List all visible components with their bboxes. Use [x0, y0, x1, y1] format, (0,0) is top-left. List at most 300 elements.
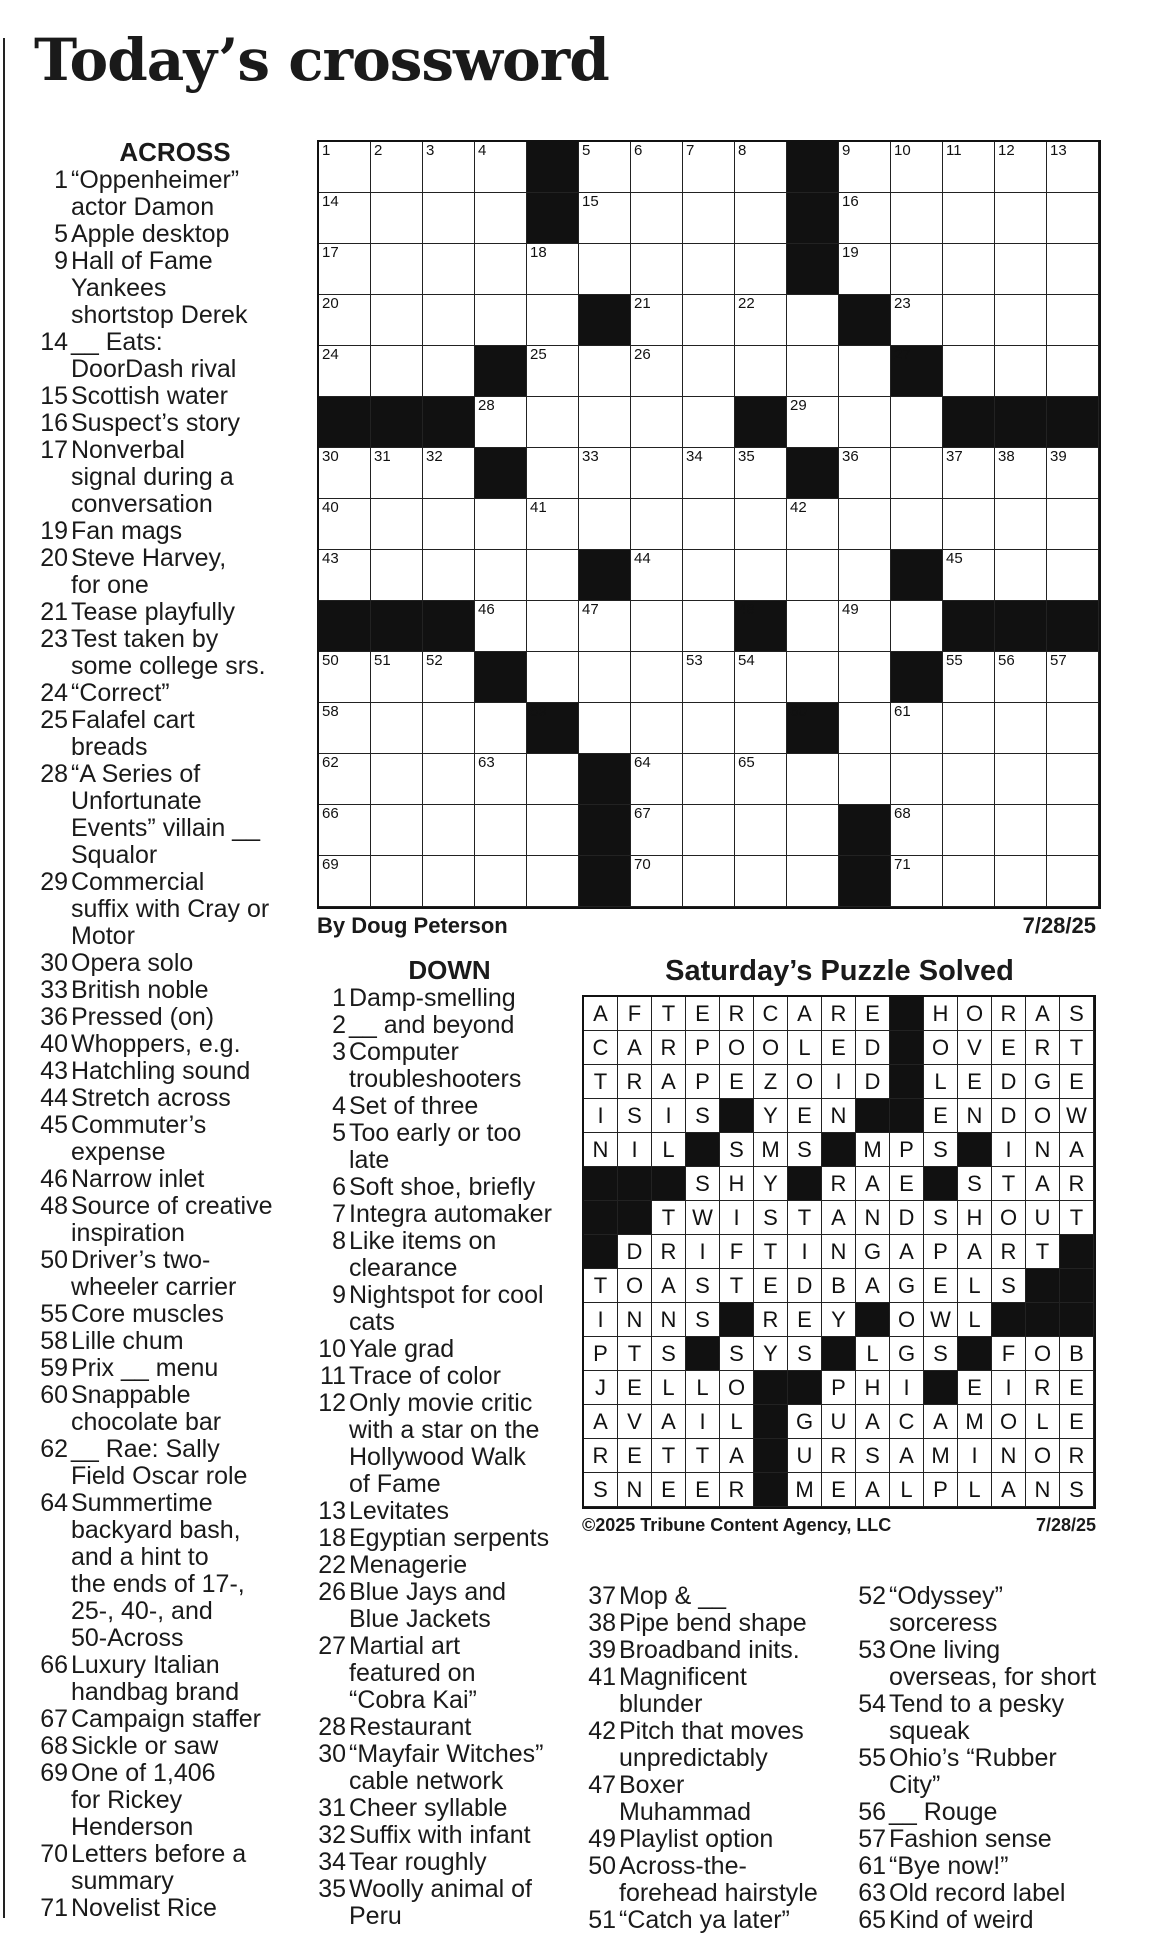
clue-number: 65	[858, 1906, 886, 1934]
solution-cell: R	[1060, 1439, 1094, 1473]
grid-cell	[683, 805, 735, 856]
solution-cell: F	[618, 997, 652, 1031]
clue-number: 6	[332, 1173, 346, 1201]
clue-text: Test taken by	[71, 625, 219, 653]
clue-text: Levitates	[349, 1497, 450, 1525]
clue-text: Campaign staffer	[71, 1705, 261, 1733]
grid-cell	[995, 142, 1047, 193]
grid-cell	[839, 652, 891, 703]
grid-cell	[319, 244, 371, 295]
clue-down-32	[312, 1822, 567, 1849]
grid-cell	[943, 754, 995, 805]
grid-cell	[839, 346, 891, 397]
grid-cell	[1047, 142, 1099, 193]
cell-number: 42	[790, 499, 807, 516]
clue-across-58	[34, 1328, 316, 1355]
grid-cell	[943, 295, 995, 346]
grid-cell	[631, 193, 683, 244]
grid-cell	[319, 805, 371, 856]
clue-across-24	[34, 680, 316, 707]
clue-down2-42	[582, 1718, 850, 1772]
cell-number: 31	[374, 448, 391, 465]
clue-text: Source of creative	[71, 1192, 273, 1220]
solution-cell: N	[822, 1099, 856, 1133]
solution-cell: C	[754, 997, 788, 1031]
clue-text: Whoppers, e.g.	[71, 1030, 241, 1058]
solution-cell: A	[1026, 1167, 1060, 1201]
left-rule	[3, 38, 5, 1918]
clue-down-22	[312, 1552, 567, 1579]
grid-cell	[735, 346, 787, 397]
cell-number: 54	[738, 652, 755, 669]
clue-number: 23	[40, 625, 68, 653]
clue-down-34	[312, 1849, 567, 1876]
solution-cell: R	[992, 1235, 1026, 1269]
cell-number: 66	[322, 805, 339, 822]
solution-cell: A	[958, 1235, 992, 1269]
solution-cell: B	[822, 1269, 856, 1303]
black-square	[787, 244, 839, 295]
clue-text: Field Oscar role	[71, 1462, 248, 1490]
grid-cell	[735, 703, 787, 754]
clue-text: Luxury Italian	[71, 1651, 220, 1679]
grid-cell	[943, 193, 995, 244]
solution-grid	[582, 995, 1096, 1509]
solution-cell: R	[822, 1439, 856, 1473]
grid-cell	[371, 856, 423, 907]
clue-text: of Fame	[349, 1470, 441, 1498]
cell-number: 43	[322, 550, 339, 567]
grid-cell	[631, 652, 683, 703]
clue-down-5	[312, 1120, 567, 1174]
clue-text: __ Eats:	[71, 328, 163, 356]
clue-text: __ Rae: Sally	[71, 1435, 220, 1463]
clue-text: for one	[71, 571, 149, 599]
clue-number: 64	[40, 1489, 68, 1517]
down-clues	[312, 955, 567, 1930]
clue-text: Integra automaker	[349, 1200, 552, 1228]
grid-cell	[319, 448, 371, 499]
solution-cell: A	[652, 1269, 686, 1303]
solution-cell: L	[1026, 1405, 1060, 1439]
grid-cell	[787, 601, 839, 652]
clue-text: cable network	[349, 1767, 504, 1795]
grid-cell	[527, 397, 579, 448]
solution-cell: R	[1026, 1371, 1060, 1405]
solution-cell: A	[890, 1439, 924, 1473]
cell-number: 70	[634, 856, 651, 873]
clue-number: 55	[858, 1744, 886, 1772]
solution-cell: E	[618, 1439, 652, 1473]
clue-text: Computer	[349, 1038, 459, 1066]
solution-cell: H	[958, 1201, 992, 1235]
grid-cell	[1047, 244, 1099, 295]
clue-number: 22	[318, 1551, 346, 1579]
cell-number: 57	[1050, 652, 1067, 669]
clue-number: 63	[858, 1879, 886, 1907]
clue-down3-52	[852, 1583, 1152, 1637]
black-square	[319, 601, 371, 652]
black-square	[527, 193, 579, 244]
grid-cell	[475, 295, 527, 346]
grid-cell	[319, 550, 371, 601]
solution-black-square	[584, 1167, 618, 1201]
clue-number: 67	[40, 1705, 68, 1733]
grid-cell	[891, 448, 943, 499]
clue-number: 42	[588, 1717, 616, 1745]
clue-text: for Rickey	[71, 1786, 183, 1814]
solution-date: 7/28/25	[1035, 1515, 1096, 1535]
clue-number: 17	[40, 436, 68, 464]
grid-cell	[319, 295, 371, 346]
grid-cell	[579, 346, 631, 397]
solution-cell: A	[652, 1405, 686, 1439]
cell-number: 67	[634, 805, 651, 822]
clue-across-30	[34, 950, 316, 977]
clue-text: featured on	[349, 1659, 476, 1687]
clue-number: 47	[588, 1771, 616, 1799]
solution-cell: D	[890, 1201, 924, 1235]
clue-across-69	[34, 1760, 316, 1841]
solution-black-square	[890, 1031, 924, 1065]
solution-cell: R	[584, 1439, 618, 1473]
clue-text: Hall of Fame	[71, 247, 213, 275]
grid-cell	[839, 601, 891, 652]
clue-text: __ Rouge	[889, 1798, 998, 1826]
clue-text: overseas, for short	[889, 1663, 1097, 1691]
clue-text: troubleshooters	[349, 1065, 522, 1093]
solution-cell: M	[958, 1405, 992, 1439]
grid-cell	[735, 856, 787, 907]
solution-cell: E	[686, 1473, 720, 1507]
solution-cell: E	[652, 1473, 686, 1507]
cell-number: 30	[322, 448, 339, 465]
clue-across-45	[34, 1112, 316, 1166]
solution-cell: T	[652, 1439, 686, 1473]
black-square	[579, 856, 631, 907]
grid-cell	[943, 499, 995, 550]
clue-down2-50	[582, 1853, 850, 1907]
solution-cell: D	[856, 1031, 890, 1065]
grid-cell	[319, 499, 371, 550]
clue-text: Only movie critic	[349, 1389, 533, 1417]
clue-text: Boxer	[619, 1771, 685, 1799]
clue-text: Damp-smelling	[349, 984, 516, 1012]
grid-cell	[943, 142, 995, 193]
grid-cell	[423, 805, 475, 856]
solution-cell: A	[1026, 997, 1060, 1031]
solution-black-square	[618, 1167, 652, 1201]
cell-number: 11	[946, 142, 962, 159]
grid-cell	[475, 805, 527, 856]
grid-cell	[787, 856, 839, 907]
solution-cell: N	[618, 1473, 652, 1507]
grid-cell	[683, 499, 735, 550]
solution-cell: O	[992, 1201, 1026, 1235]
solution-cell: T	[754, 1235, 788, 1269]
clue-across-66	[34, 1652, 316, 1706]
cell-number: 48	[738, 601, 755, 618]
grid-cell	[683, 448, 735, 499]
clue-text: Kind of weird	[889, 1906, 1034, 1934]
clue-text: Yankees	[71, 274, 167, 302]
black-square	[319, 397, 371, 448]
cell-number: 25	[530, 346, 547, 363]
solution-cell: L	[652, 1371, 686, 1405]
clue-text: Commuter’s	[71, 1111, 207, 1139]
cell-number: 34	[686, 448, 703, 465]
clue-down-10	[312, 1336, 567, 1363]
grid-cell	[371, 346, 423, 397]
grid-cell	[527, 856, 579, 907]
grid-cell	[787, 754, 839, 805]
solution-cell: L	[958, 1269, 992, 1303]
grid-cell	[943, 805, 995, 856]
solution-black-square	[788, 1371, 822, 1405]
solution-cell: T	[686, 1439, 720, 1473]
grid-cell	[683, 856, 735, 907]
black-square	[839, 295, 891, 346]
clue-text: Falafel cart	[71, 706, 195, 734]
clue-text: “Odyssey”	[889, 1582, 1003, 1610]
clue-across-5	[34, 221, 316, 248]
grid-cell	[423, 550, 475, 601]
clue-number: 7	[332, 1200, 346, 1228]
cell-number: 58	[322, 703, 339, 720]
solution-cell: E	[958, 1371, 992, 1405]
solution-cell: N	[652, 1303, 686, 1337]
grid-cell	[683, 295, 735, 346]
grid-cell	[475, 499, 527, 550]
clue-number: 5	[54, 220, 68, 248]
grid-cell	[371, 448, 423, 499]
grid-cell	[371, 244, 423, 295]
solution-black-square	[788, 1167, 822, 1201]
cell-number: 71	[894, 856, 911, 873]
clue-text: “Correct”	[71, 679, 170, 707]
solution-cell: M	[856, 1133, 890, 1167]
grid-cell	[891, 142, 943, 193]
grid-cell	[735, 142, 787, 193]
solution-cell: S	[652, 1337, 686, 1371]
solution-cell: I	[686, 1235, 720, 1269]
clue-number: 70	[40, 1840, 68, 1868]
clue-text: Events” villain __	[71, 814, 260, 842]
clue-text: sorceress	[889, 1609, 998, 1637]
grid-cell	[475, 142, 527, 193]
clue-text: Soft shoe, briefly	[349, 1173, 536, 1201]
clue-text: Scottish water	[71, 382, 229, 410]
cell-number: 2	[374, 142, 383, 159]
solution-cell: V	[958, 1031, 992, 1065]
black-square	[735, 397, 787, 448]
clue-number: 55	[40, 1300, 68, 1328]
clue-text: __ and beyond	[349, 1011, 515, 1039]
clue-number: 50	[40, 1246, 68, 1274]
clue-number: 58	[40, 1327, 68, 1355]
solution-cell: R	[754, 1303, 788, 1337]
clue-text: DoorDash rival	[71, 355, 237, 383]
solution-black-square	[822, 1133, 856, 1167]
solution-black-square	[890, 997, 924, 1031]
grid-cell	[683, 346, 735, 397]
cell-number: 5	[582, 142, 591, 159]
grid-cell	[423, 703, 475, 754]
black-square	[995, 601, 1047, 652]
black-square	[579, 805, 631, 856]
grid-cell	[319, 652, 371, 703]
clue-number: 9	[54, 247, 68, 275]
grid-cell	[319, 193, 371, 244]
cell-number: 28	[478, 397, 495, 414]
black-square	[423, 601, 475, 652]
grid-cell	[319, 703, 371, 754]
solution-cell: S	[720, 1337, 754, 1371]
black-square	[579, 754, 631, 805]
across-clues	[34, 137, 316, 1922]
solution-cell: S	[754, 1201, 788, 1235]
solution-cell: E	[788, 1099, 822, 1133]
black-square	[891, 652, 943, 703]
clue-number: 60	[40, 1381, 68, 1409]
clue-text: some college srs.	[71, 652, 266, 680]
solution-black-square	[584, 1201, 618, 1235]
grid-cell	[371, 550, 423, 601]
grid-cell	[475, 550, 527, 601]
grid-cell	[631, 601, 683, 652]
solution-cell: T	[584, 1065, 618, 1099]
grid-cell	[735, 499, 787, 550]
grid-cell	[423, 754, 475, 805]
clue-text: signal during a	[71, 463, 234, 491]
grid-cell	[631, 397, 683, 448]
cell-number: 59	[530, 703, 547, 720]
solution-black-square	[890, 1099, 924, 1133]
grid-cell	[371, 142, 423, 193]
grid-cell	[995, 499, 1047, 550]
clue-text: 50-Across	[71, 1624, 184, 1652]
solution-cell: A	[924, 1405, 958, 1439]
clue-text: forehead hairstyle	[619, 1879, 818, 1907]
grid-cell	[371, 652, 423, 703]
solution-black-square	[1060, 1303, 1094, 1337]
grid-cell	[1047, 346, 1099, 397]
clue-number: 68	[40, 1732, 68, 1760]
clue-number: 24	[40, 679, 68, 707]
grid-cell	[683, 142, 735, 193]
clue-down3-65	[852, 1907, 1152, 1934]
solution-cell: A	[720, 1439, 754, 1473]
grid-cell	[839, 397, 891, 448]
clue-number: 52	[858, 1582, 886, 1610]
grid-cell	[631, 499, 683, 550]
clue-text: British noble	[71, 976, 209, 1004]
clue-across-40	[34, 1031, 316, 1058]
grid-cell	[423, 499, 475, 550]
solution-cell: E	[754, 1269, 788, 1303]
solution-cell: E	[924, 1099, 958, 1133]
grid-cell	[1047, 193, 1099, 244]
cell-number: 19	[842, 244, 859, 261]
clue-text: Sickle or saw	[71, 1732, 219, 1760]
grid-cell	[475, 244, 527, 295]
grid-cell	[683, 193, 735, 244]
grid-cell	[527, 601, 579, 652]
cell-number: 35	[738, 448, 755, 465]
clue-number: 41	[588, 1663, 616, 1691]
clue-down-3	[312, 1039, 567, 1093]
cell-number: 39	[1050, 448, 1067, 465]
clue-down3-55	[852, 1745, 1152, 1799]
solution-cell: O	[958, 997, 992, 1031]
clue-number: 28	[318, 1713, 346, 1741]
solution-cell: G	[1026, 1065, 1060, 1099]
solution-cell: A	[1060, 1133, 1094, 1167]
clue-text: Like items on	[349, 1227, 497, 1255]
black-square	[787, 448, 839, 499]
grid-cell	[735, 448, 787, 499]
grid-cell	[683, 652, 735, 703]
cell-number: 32	[426, 448, 443, 465]
grid-cell	[683, 550, 735, 601]
clue-text: Lille chum	[71, 1327, 184, 1355]
solution-cell: S	[856, 1439, 890, 1473]
clue-number: 13	[318, 1497, 346, 1525]
clue-down-27	[312, 1633, 567, 1714]
cell-number: 7	[686, 142, 695, 159]
solution-cell: T	[992, 1167, 1026, 1201]
grid-cell	[579, 601, 631, 652]
solution-cell: Z	[754, 1065, 788, 1099]
clue-number: 29	[40, 868, 68, 896]
clue-text: Egyptian serpents	[349, 1524, 550, 1552]
clue-across-70	[34, 1841, 316, 1895]
grid-cell	[1047, 805, 1099, 856]
solution-black-square	[822, 1337, 856, 1371]
cell-number: 65	[738, 754, 755, 771]
solution-cell: A	[856, 1405, 890, 1439]
grid-cell	[787, 499, 839, 550]
solution-cell: E	[890, 1167, 924, 1201]
solution-cell: I	[822, 1065, 856, 1099]
cell-number: 36	[842, 448, 859, 465]
black-square	[943, 601, 995, 652]
grid-cell	[1047, 652, 1099, 703]
clue-number: 26	[318, 1578, 346, 1606]
solution-black-square	[754, 1405, 788, 1439]
grid-cell	[943, 346, 995, 397]
clue-across-44	[34, 1085, 316, 1112]
solution-black-square	[618, 1201, 652, 1235]
clue-number: 8	[332, 1227, 346, 1255]
grid-cell	[423, 142, 475, 193]
clue-number: 66	[40, 1651, 68, 1679]
solution-cell: G	[890, 1269, 924, 1303]
clue-text: blunder	[619, 1690, 703, 1718]
clue-across-28	[34, 761, 316, 869]
solution-cell: S	[584, 1473, 618, 1507]
clue-down-8	[312, 1228, 567, 1282]
cell-number: 14	[322, 193, 339, 210]
clue-down-4	[312, 1093, 567, 1120]
cell-number: 18	[530, 244, 547, 261]
solution-cell: O	[618, 1269, 652, 1303]
grid-cell	[631, 550, 683, 601]
solution-cell: U	[788, 1439, 822, 1473]
solution-cell: I	[992, 1133, 1026, 1167]
clue-text: Restaurant	[349, 1713, 472, 1741]
clue-down3-54	[852, 1691, 1152, 1745]
